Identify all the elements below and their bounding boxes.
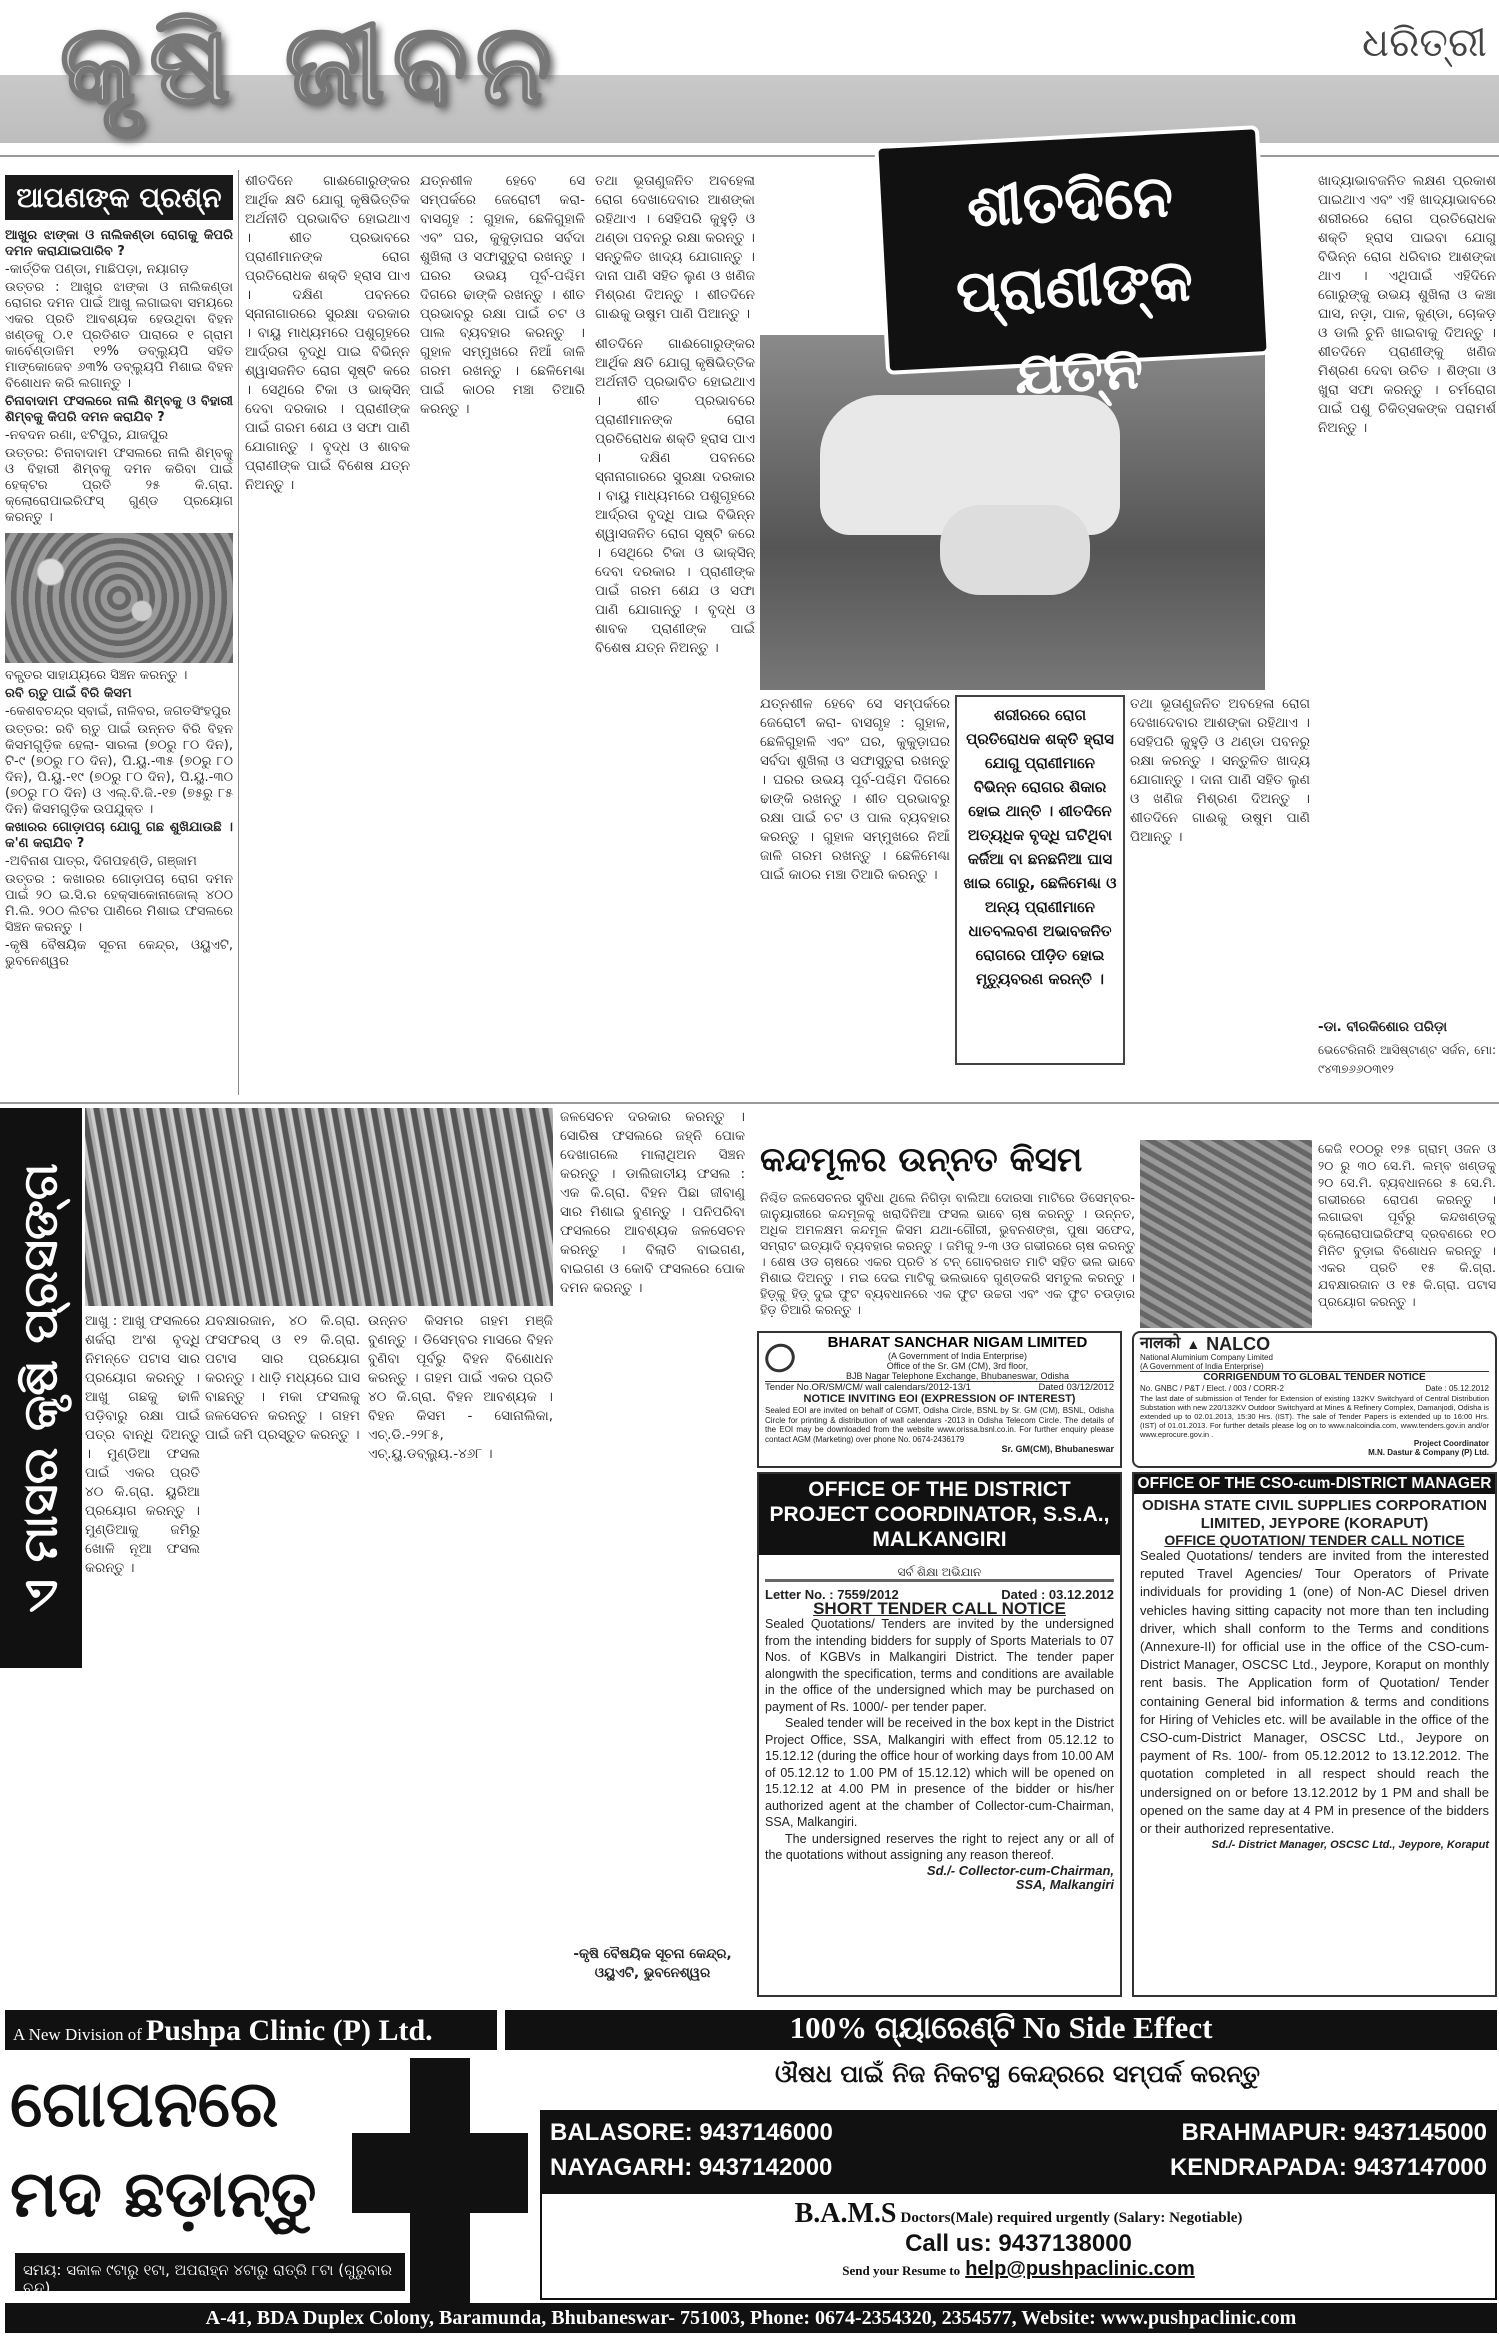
- month-col-2: ଯବକ୍ଷାରଜାନ, ୪୦ କି.ଗ୍ରା. ଫସଫରସ୍ ଓ ୧୨ କି.ଗ୍ରା. ପଟାସ ସାର ପ୍ରୟୋଗ କରନ୍ତୁ । ଧାଡ଼ି ମଧ୍ୟରେ ଘାସ ବାଛନ୍ତୁ । ମକା ଫସଲକୁ ଜଳସେଚନ କରନ୍ତୁ । ଗହମ ପାଇଁ ଜମି ପ୍ରସ୍ତୁତ କରନ୍ତୁ ।: [205, 1313, 360, 1443]
- nalco-date: Date : 05.12.2012: [1425, 1384, 1489, 1393]
- clinic-centers: [540, 2110, 1497, 2192]
- nalco-name: NALCO: [1206, 1334, 1271, 1354]
- tuber-photo: [1140, 1140, 1312, 1328]
- tuber-body: ନିଶ୍ଚିତ ଜଳସେଚନର ସୁବିଧା ଥିଲେ ନିଗିଡ଼ା ବାଲିଆ ଦୋରସା ମାଟିରେ ଡିସେମ୍ବର-ଜାନୁୟାରୀରେ କନ୍ଦମୂଳକୁ ଖରାଦିନିଆ ଫସଲ ଭାବେ ଚାଷ କରନ୍ତୁ । ଉନ୍ନତ, ଅଧିକ ଅମଳକ୍ଷମ କନ୍ଦମୂଳ କିସମ ଯଥା-ଗୌରୀ, ଭୁବନଶଙ୍ଖ, ପୁଷା ସଫେଦ, ସମ୍ରାଟ ଇତ୍ୟାଦି ବ୍ୟବହାର କରନ୍ତୁ । ଜମିକୁ ୨-୩ ଓଡ ଗଭୀରରେ ଚାଷ କରନ୍ତୁ । ଶେଷ ଓଡ ଚାଷରେ ଏକର ପ୍ରତି ୪ ଟନ୍ ଗୋବରଖତ ମାଟି ସହିତ ଭଲ ଭାବେ ମିଶାଇ ଦିଅନ୍ତୁ । ମଇ ଦେଇ ମାଟିକୁ ଭଲଭାବେ ଗୁଣ୍ଡକରି ସମତୁଲ କରନ୍ତୁ । ହିଡ଼୍‌କୁ ହିଡ଼୍ ଦୁଇ ଫୁଟ ବ୍ୟବଧାନରେ ଏକ ଫୁଟ ଉଚ୍ଚତା ଏବଂ ଏକ ଫୁଟ ଚଉଡ଼ାର ହିଡ଼ ତିଆରି କରନ୍ତୁ ।: [760, 1190, 1135, 1317]
- month-col-4: ଜଳସେଚନ ଦରକାର କରନ୍ତୁ । ସୋରିଷ ଫସଲରେ ଜହ୍ନି ପୋକ ଦେଖାଗଲେ ମାଲାଥିଅନ ସିଞ୍ଚନ କରନ୍ତୁ । ଡାଲିଜାତୀୟ ଫସଲ : ଏକ କି.ଗ୍ରା. ବିହନ ପିଛା ଜୀବାଣୁ ସାର ମିଶାଇ ବୁଣନ୍ତୁ । ପନିପରିବା ଫସଲରେ ଆବଶ୍ୟକ ଜଳସେଚନ କରନ୍ତୁ । ବିଲାତି ବାଇଗଣ, ବାଇଗଣ ଓ କୋବି ଫସଲରେ ପୋକ ଦମନ କରନ୍ତୁ ।: [560, 1109, 745, 1296]
- tuber-headline: କନ୍ଦମୂଳର ଉନ୍ନତ କିସମ: [760, 1140, 1083, 1180]
- bsnl-title: NOTICE INVITING EOI (EXPRESSION OF INTEREST): [803, 1393, 1076, 1405]
- clinic-timing: ସମୟ: ସକାଳ ୯ଟାରୁ ୧ଟା, ଅପରାହ୍ନ ୪ଟାରୁ ରାତ୍ରି ୮ଟା (ଗୁରୁବାର ବନ୍ଦ): [15, 2253, 405, 2291]
- ssa-body: Sealed tender will be received in the box kept in the District Project Office, SSA, Malkangiri with effect from 05.12.12 to 15.12.12 (during the office hour of working days from 10.00 AM of 05.12.12 to 1.00 PM of 15.12.12) which will be opened on 15.12.12 at 4.00 PM in presence of the bidder or his/her authorized agent at the chamber of Collector-cum-Chairman, SSA, Malkangiri.: [765, 1716, 1114, 1829]
- winter-author: -ଡା. ବୀରକିଶୋର ପରିଡ଼ା ଭେଟେରିନାରି ଆସିଷ୍ଟାଣ୍ଟ ସର୍ଜନ, ମୋ: ୯୪୩୭୬୬୦୩୧୨: [1318, 1019, 1496, 1076]
- winter-col-3b: ଶୀତଦିନେ ଗାଈଗୋରୁଙ୍କର ଆର୍ଥିକ କ୍ଷତି ଯୋଗୁ କୃଷିଭିତ୍ତିକ ଅର୍ଥନୀତି ପ୍ରଭାବିତ ହୋଇଥାଏ । ଶୀତ ପ୍ରଭାବରେ ପ୍ରାଣୀମାନଙ୍କ ରୋଗ ପ୍ରତିରୋଧକ ଶକ୍ତି ହ୍ରାସ ପାଏ । ଦକ୍ଷିଣ ପବନରେ ସ୍ନାନାଗାରରେ ସୁରକ୍ଷା ଦରକାର । ବାୟୁ ମାଧ୍ୟମରେ ପଶୁଗୃହରେ ଆର୍ଦ୍ରତା ବୃଦ୍ଧି ପାଇ ବିଭିନ୍ନ ଶ୍ୱାସଜନିତ ରୋଗ ସୃଷ୍ଟି କରେ । ସେଥିରେ ଟିକା ଓ ଭାକ୍ସିନ୍ ଦେବା ଦରକାର । ପ୍ରାଣୀଙ୍କ ପାଇଁ ଗରମ ଶେଯ ଓ ସଫା ପାଣି ଯୋଗାନ୍ତୁ । ବୃଦ୍ଧ ଓ ଶାବକ ପ୍ରାଣୀଙ୍କ ପାଇଁ ବିଶେଷ ଯତ୍ନ ନିଅନ୍ତୁ ।: [595, 336, 755, 656]
- clinic-call: Call us: 9437138000: [905, 2230, 1132, 2257]
- qa-body-continued: ବଳ୍ପ୍ତର ସାହାଯ୍ୟରେ ସିଞ୍ଚନ କରନ୍ତୁ । ରବି ଋତୁ ପାଇଁ ବିରି କିସମ -କେଶବଚନ୍ଦ୍ର ସ୍ବାଇଁ, ନାଳିବର, ଜଗତସିଂହପୁର ଉତ୍ତର: ରବି ଋତୁ ପାଇଁ ଉନ୍ନତ ବିରି ବିହନ କିସମଗୁଡ଼ିକ ହେଲା- ସାରଳା (୭୦ରୁ ୮୦ ଦିନ), ଟି-୯ (୭୦ରୁ ୮୦ ଦିନ), ପି.ୟୁ.-୩୫ (୭୦ରୁ ୮୦ ଦିନ), ପି.ୟୁ.-୧୯ (୭୦ରୁ ୮୦ ଦିନ), ପି.ୟୁ.-୩୦ (୭୦ରୁ ୮୦ ଦିନ) ଓ ଏଲ୍.ବି.ଜି.-୧୭ (୭୫ରୁ ୮୫ ଦିନ) କିସମଗୁଡ଼ିକ ଉପଯୁକ୍ତ । କଖାରର ଗୋଡ଼ାପଚା ଯୋଗୁ ଗଛ ଶୁଖିଯାଉଛି । କ'ଣ କରାଯିବ ? -ଅବିନାଶ ପାତ୍ର, ଦିଗପହଣ୍ଡି, ଗଞ୍ଜାମ ଉତ୍ତର : କଖାରର ଗୋଡ଼ାପଚା ରୋଗ ଦମନ ପାଇଁ ୨୦ ଇ.ସି.ର ହେକ୍ସାକୋନାଜୋଲ୍ ୪୦୦ ମି.ଲି. ୨୦୦ ଲିଟର ପାଣିରେ ମିଶାଇ ଫସଲରେ ସିଞ୍ଚନ କରନ୍ତୁ । -କୃଷି ବୈଷୟିକ ସୂଚନା କେନ୍ଦ୍ର, ଓୟୁଏଟି, ଭୁବନେଶ୍ୱର: [5, 668, 233, 969]
- ssa-title: OFFICE OF THE DISTRICT PROJECT COORDINATOR, S.S.A., MALKANGIRI: [759, 1474, 1120, 1555]
- cso-title: OFFICE OF THE CSO-cum-DISTRICT MANAGER: [1134, 1474, 1495, 1494]
- bsnl-sub: (A Government of India Enterprise): [887, 1351, 1028, 1361]
- bsnl-sign: Sr. GM(CM), Bhubaneswar: [1001, 1444, 1114, 1454]
- ssa-notice: SHORT TENDER CALL NOTICE: [813, 1599, 1066, 1618]
- clinic-address: A-41, BDA Duplex Colony, Baramunda, Bhubaneswar- 751003, Phone: 0674-2354320, 2354577, Website: www.pushpaclinic.com: [5, 2303, 1497, 2333]
- newspaper-brand: ଧରିତ୍ରୀ: [1362, 20, 1487, 66]
- tuber-side: କେଜି ୧୦୦ରୁ ୧୨୫ ଗ୍ରାମ୍ ଓଜନ ଓ ୨୦ ରୁ ୩୦ ସେ.ମି. ଲମ୍ବ ଖଣ୍ଡକୁ ୨୦ ସେ.ମି. ବ୍ୟବଧାନରେ ୫ ସେ.ମି. ଗଭୀରରେ ରୋପଣ କରନ୍ତୁ । ଲଗାଇବା ପୂର୍ବରୁ କନ୍ଦଖଣ୍ଡକୁ କ୍ଲୋରୋପାଇରିଫସ୍ ଦ୍ରବଣରେ ୧୦ ମିନିଟ ବୁଡ଼ାଇ ବିଶୋଧନ କରନ୍ତୁ । ଏକର ପ୍ରତି ୧୫ କି.ଗ୍ରା. ଯବକ୍ଷାରଜାନ ଓ ୧୫ କି.ଗ୍ରା. ପଟାସ ପ୍ରୟୋଗ କରନ୍ତୁ ।: [1318, 1141, 1496, 1309]
- ssa-body: Sealed Quotations/ Tenders are invited by the undersigned from the intending bidders for supply of Sports Materials to 07 Nos. of KGBVs in Malkangiri District. The tender paper alongwith the specification, terms and conditions are available in the office of the undersigned which may be purchased on payment of Rs. 1000/- per tender paper.: [765, 1617, 1114, 1714]
- slogan-line: ଗୋପନରେ: [10, 2068, 279, 2142]
- ssa-sign: Sd./- Collector-cum-Chairman,: [926, 1862, 1114, 1878]
- ssa-ad: [757, 1472, 1122, 1997]
- section-title: କୃଷି ଜୀବନ: [60, 0, 560, 128]
- nalco-sign: Project Coordinator: [1413, 1439, 1489, 1448]
- nalco-title: CORRIGENDUM TO GLOBAL TENDER NOTICE: [1140, 1371, 1489, 1384]
- bams-text: Doctors(Male) required urgently (Salary: Negotiable): [900, 2210, 1243, 2226]
- qa-column: [5, 228, 233, 1098]
- clinic-email-link[interactable]: help@pushpaclinic.com: [965, 2258, 1195, 2280]
- peanut-photo: [5, 533, 233, 663]
- nalco-sub: (A Government of India Enterprise): [1140, 1362, 1264, 1371]
- ssa-date: Dated : 03.12.2012: [1001, 1587, 1114, 1602]
- bsnl-name: BHARAT SANCHAR NIGAM LIMITED: [827, 1334, 1088, 1351]
- winter-col-4: ଯତ୍ନଶୀଳ ହେବେ ସେ ସମ୍ପର୍କରେ ଜେରୋଟୀ କରା- ବାସଗୃହ : ଗୁହାଳ, ଛେଳିଗୁହାଳି ଏବଂ ଘର, କୁକୁଡ଼ାଘର ସର୍ବଦା ଶୁଖିଲା ଓ ସଫାସୁତୁରା ରଖନ୍ତୁ । ଘରର ଉଭୟ ପୂର୍ବ-ପଶ୍ଚିମ ଦିଗରେ ଢାଙ୍କି ରଖନ୍ତୁ । ଶୀତ ପ୍ରଭାବରୁ ରକ୍ଷା ପାଇଁ ଚଟ ଓ ପାଲ ବ୍ୟବହାର କରନ୍ତୁ । ଗୁହାଳ ସମ୍ମୁଖରେ ନିଆଁ ଜାଳି ଗରମ ରଖନ୍ତୁ । ଛେଳିମେଣ୍ଢା ପାଇଁ କାଠର ମଞ୍ଚା ତିଆରି କରନ୍ତୁ ।: [760, 696, 950, 883]
- ssa-body: The undersigned reserves the right to reject any or all of the quotations without assigning any reason thereof.: [765, 1831, 1114, 1862]
- bsnl-date: Dated 03/12/2012: [1038, 1382, 1114, 1393]
- bsnl-ad: [757, 1331, 1122, 1468]
- winter-headline: ଶୀତଦିନେ ପ୍ରାଣୀଙ୍କ ଯତ୍ନ: [874, 125, 1271, 375]
- clinic-guarantee: 100% ଗ୍ୟାରେଣ୍ଟି No Side Effect: [505, 2010, 1497, 2050]
- ssa-logo: ସର୍ବ ଶିକ୍ଷା ଅଭିଯାନ: [765, 1565, 1114, 1582]
- center-phone: KENDRAPADA: 9437147000: [1169, 2154, 1487, 2181]
- divider: [0, 155, 1499, 157]
- column-rule: [238, 170, 239, 1095]
- cso-ad: [1132, 1472, 1497, 1997]
- sugarcane-photo: [85, 1108, 553, 1306]
- nalco-body: The last date of submission of Tender for Extension of existing 132KV Switchyard of Central Distribution Substation with new 220/132KV Outdoor Switchyard at Mines & Refinery Complex, Damanjodi, Odisha is extended up to 02.01.2013, 15:30 Hrs. (IST). The sale of Tender Papers is extended up to 16:00 Hrs. (IST) of 01.01.2013. For further details please log on to www.nalcoindia.com, www.tenders.gov.in and/or www.eprocure.gov.in .: [1140, 1394, 1489, 1439]
- winter-col-2: ଯତ୍ନଶୀଳ ହେବେ ସେ ସମ୍ପର୍କରେ ଜେରୋଟୀ କରା- ବାସଗୃହ : ଗୁହାଳ, ଛେଳିଗୁହାଳି ଏବଂ ଘର, କୁକୁଡ଼ାଘର ସର୍ବଦା ଶୁଖିଲା ଓ ସଫାସୁତୁରା ରଖନ୍ତୁ । ଘରର ଉଭୟ ପୂର୍ବ-ପଶ୍ଚିମ ଦିଗରେ ଢାଙ୍କି ରଖନ୍ତୁ । ଶୀତ ପ୍ରଭାବରୁ ରକ୍ଷା ପାଇଁ ଚଟ ଓ ପାଲ ବ୍ୟବହାର କରନ୍ତୁ । ଗୁହାଳ ସମ୍ମୁଖରେ ନିଆଁ ଜାଳି ଗରମ ରଖନ୍ତୁ । ଛେଳିମେଣ୍ଢା ପାଇଁ କାଠର ମଞ୍ଚା ତିଆରି କରନ୍ତୁ ।: [420, 173, 585, 417]
- clinic-division-bar: [5, 2010, 497, 2050]
- nalco-full: National Aluminium Company Limited: [1140, 1353, 1273, 1362]
- qa-heading: ଆପଣଙ୍କ ପ୍ରଶ୍ନ: [5, 175, 233, 220]
- clinic-contact-line: ଔଷଧ ପାଇଁ ନିଜ ନିକଟସ୍ଥ କେନ୍ଦ୍ରରେ ସମ୍ପର୍କ କରନ୍ତୁ: [775, 2060, 1260, 2088]
- month-banner: [0, 1108, 82, 1668]
- cow-calf-photo: [760, 335, 1265, 690]
- clinic-name: Pushpa Clinic (P) Ltd.: [145, 2014, 433, 2047]
- nalco-sign: M.N. Dastur & Company (P) Ltd.: [1368, 1448, 1489, 1457]
- nalco-logo-icon: ▲: [1186, 1336, 1201, 1352]
- cso-org: ODISHA STATE CIVIL SUPPLIES CORPORATION LIMITED, JEYPORE (KORAPUT): [1141, 1497, 1488, 1532]
- winter-col-3: ତଥା ଭୂତାଣୁଜନିତ ଅବହେଳା ରୋଗ ଦେଖାଦେବାର ଆଶଙ୍କା ରହିଥାଏ । ସେହିପରି କୁହୁଡ଼ି ଓ ଥଣ୍ଡା ପବନରୁ ରକ୍ଷା କରନ୍ତୁ । ସନ୍ତୁଳିତ ଖାଦ୍ୟ ଯୋଗାନ୍ତୁ । ଦାନା ପାଣି ସହିତ ଲୁଣ ଓ ଖଣିଜ ମିଶ୍ରଣ ଦିଅନ୍ତୁ । ଶୀତଦିନେ ଗାଈକୁ ଉଷୁମ ପାଣି ପିଆନ୍ତୁ ।: [595, 173, 755, 322]
- clinic-slogan: [10, 2060, 350, 2240]
- winter-col-1: ଶୀତଦିନେ ଗାଈଗୋରୁଙ୍କର ଆର୍ଥିକ କ୍ଷତି ଯୋଗୁ କୃଷିଭିତ୍ତିକ ଅର୍ଥନୀତି ପ୍ରଭାବିତ ହୋଇଥାଏ । ଶୀତ ପ୍ରଭାବରେ ପ୍ରାଣୀମାନଙ୍କ ରୋଗ ପ୍ରତିରୋଧକ ଶକ୍ତି ହ୍ରାସ ପାଏ । ଦକ୍ଷିଣ ପବନରେ ସ୍ନାନାଗାରରେ ସୁରକ୍ଷା ଦରକାର । ବାୟୁ ମାଧ୍ୟମରେ ପଶୁଗୃହରେ ଆର୍ଦ୍ରତା ବୃଦ୍ଧି ପାଇ ବିଭିନ୍ନ ଶ୍ୱାସଜନିତ ରୋଗ ସୃଷ୍ଟି କରେ । ସେଥିରେ ଟିକା ଓ ଭାକ୍ସିନ୍ ଦେବା ଦରକାର । ପ୍ରାଣୀଙ୍କ ପାଇଁ ଗରମ ଶେଯ ଓ ସଫା ପାଣି ଯୋଗାନ୍ତୁ । ବୃଦ୍ଧ ଓ ଶାବକ ପ୍ରାଣୀଙ୍କ ପାଇଁ ବିଶେଷ ଯତ୍ନ ନିଅନ୍ତୁ ।: [245, 173, 410, 493]
- nalco-logo-hindi: नालको: [1140, 1335, 1181, 1352]
- ssa-letter: Letter No. : 7559/2012: [765, 1587, 899, 1602]
- nalco-ad: [1132, 1331, 1497, 1468]
- bams: B.A.M.S: [794, 2198, 897, 2229]
- month-banner-text: ଏ ମାସର କୃଷି ପ୍ରସଙ୍ଗ: [12, 1163, 69, 1613]
- winter-col-5: ତଥା ଭୂତାଣୁଜନିତ ଅବହେଳା ରୋଗ ଦେଖାଦେବାର ଆଶଙ୍କା ରହିଥାଏ । ସେହିପରି କୁହୁଡ଼ି ଓ ଥଣ୍ଡା ପବନରୁ ରକ୍ଷା କରନ୍ତୁ । ସନ୍ତୁଳିତ ଖାଦ୍ୟ ଯୋଗାନ୍ତୁ । ଦାନା ପାଣି ସହିତ ଲୁଣ ଓ ଖଣିଜ ମିଶ୍ରଣ ଦିଅନ୍ତୁ । ଶୀତଦିନେ ଗାଈକୁ ଉଷୁମ ପାଣି ପିଆନ୍ତୁ ।: [1130, 696, 1310, 845]
- cso-sign: Sd./- District Manager, OSCSC Ltd., Jeypore, Koraput: [1211, 1839, 1489, 1852]
- center-phone: BRAHMAPUR: 9437145000: [1181, 2119, 1487, 2146]
- bsnl-sub: BJB Nagar Telephone Exchange, Bhubaneswar, Odisha: [846, 1371, 1069, 1381]
- month-col-3: ଉନ୍ନତ କିସମର ଗହମ ମଞ୍ଜି ବୁଣନ୍ତୁ । ଡିସେମ୍ବର ମାସରେ ବିହନ ବୁଣିବା ପୂର୍ବରୁ ବିହନ ବିଶୋଧନ କରନ୍ତୁ । ଗହମ ପାଇଁ ଏକର ପ୍ରତି ୪୦ କି.ଗ୍ରା. ବିହନ ଆବଶ୍ୟକ । ବିହନ କିସମ - ସୋନାଲିକା, ଏଚ୍.ଡି.-୨୨୮୫, ଏଚ୍.ୟୁ.ଡବ୍ଲ୍ୟୁ.-୪୬୮ ।: [368, 1313, 553, 1462]
- cso-notice: OFFICE QUOTATION/ TENDER CALL NOTICE: [1164, 1532, 1465, 1548]
- bsnl-sub: Office of the Sr. GM (CM), 3rd floor,: [886, 1361, 1029, 1371]
- highlight-box: ଶରୀରରେ ରୋଗ ପ୍ରତିରୋଧକ ଶକ୍ତି ହ୍ରାସ ଯୋଗୁ ପ୍ରାଣୀମାନେ ବିଭିନ୍ନ ରୋଗର ଶିକାର ହୋଇ ଥାନ୍ତି । ଶୀତଦିନେ ଅତ୍ୟଧିକ ବୃଦ୍ଧି ଘଟିଥିବା କର୍ଜିଆ ବା ଛନଛନିଆ ଘାସ ଖାଇ ଗୋରୁ, ଛେଳିମେଣ୍ଢା ଓ ଅନ୍ୟ ପ୍ରାଣୀମାନେ ଧାତବଲବଣ ଅଭାବଜନିତ ରୋଗରେ ପୀଡ଼ିତ ହୋଇ ମୃତ୍ୟୁବରଣ କରନ୍ତି ।: [955, 695, 1125, 1065]
- nalco-no: No. GNBC / P&T / Elect. / 003 / CORR-2: [1140, 1384, 1284, 1393]
- cso-body: Sealed Quotations/ tenders are invited from the interested reputed Travel Agencies/ Tour Operators of Private individuals for providing 1 (one) of Non-AC Diesel driven vehicles having sitting capacity not more than ten including driver, which shall conform to the Terms and conditions (Annexure-II) for official use in the office of the CSO-cum-District Manager, OSCSC Ltd., Jeypore, Koraput on monthly rent basis. The Application form of Quotation/ Tender containing General bid information & terms and conditions for Hiring of Vehicles etc. will be available in the office of the CSO-cum-District Manager, OSCSC Ltd., Jeypore on payment of Rs. 100/- from 05.12.2012 to 13.12.2012. The quotation completed in all respect should reach the undersigned on or before 13.12.2012 by 1 PM and shall be opened on the same day at 4 PM in presence of the bidders or their authorized representative.: [1140, 1548, 1489, 1837]
- bsnl-body: Sealed EOI are invited on behalf of CGMT, Odisha Circle, BSNL by Sr. GM (CM), BSNL, Odisha Circle for printing & distribution of wall calendars -2013 in Odisha Telecom Circle. The details of the EOI may be downloaded from the website www.orissa.bsnl.co.in. For further enquiry please contact AGM (Marketing) over phone No. 0674-2436179: [765, 1406, 1114, 1444]
- clinic-job-box: [540, 2192, 1497, 2300]
- divider: [0, 1102, 1499, 1104]
- winter-col-6: ଖାଦ୍ୟାଭାବଜନିତ ଲକ୍ଷଣ ପ୍ରକାଶ ପାଇଥାଏ ଏବଂ ଏହି ଖାଦ୍ୟାଭାବରେ ଶରୀରରେ ରୋଗ ପ୍ରତିରୋଧକ ଶକ୍ତି ହ୍ରାସ ପାଇବା ଯୋଗୁ ବିଭିନ୍ନ ରୋଗ ଧରିବାର ଆଶଙ୍କା ଥାଏ । ଏଥିପାଇଁ ଏହିଦିନେ ଗୋରୁଙ୍କୁ ଉଭୟ ଶୁଖିଲା ଓ କଞ୍ଚା ଘାସ, ନଡ଼ା, ପାଳ, କୁଣ୍ଡା, ଚୋକଡ଼ ଓ ଡାଲି ଚୁନି ଖାଇବାକୁ ଦିଅନ୍ତୁ । ଶୀତଦିନେ ପ୍ରାଣୀଙ୍କୁ ଖଣିଜ ମିଶ୍ରଣ ଦେବା ଉଚିତ । ଶିଙ୍ଗା ଓ ଖୁରା ସଫା କରନ୍ତୁ । ଚର୍ମରୋଗ ପାଇଁ ପଶୁ ଚିକିତ୍ସକଙ୍କ ପରାମର୍ଶ ନିଅନ୍ତୁ ।: [1318, 173, 1496, 436]
- ssa-sign: SSA, Malkangiri: [1015, 1876, 1114, 1892]
- resume-label: Send your Resume to: [842, 2263, 961, 2278]
- slogan-line: ମଦ ଛଡ଼ାନ୍ତୁ: [10, 2158, 317, 2232]
- qa-body: ଆଖୁର ଝାଙ୍କା ଓ ନାଲିକଣ୍ଡା ରୋଗକୁ କିପରି ଦମନ କରାଯାଇପାରିବ ? -କାର୍ତ୍ତିକ ପଣ୍ଡା, ମାଛିପଡ଼ା, ନୟାଗଡ଼ ଉତ୍ତର : ଆଖୁର ଝାଙ୍କା ଓ ନାଲିକଣ୍ଡା ରୋଗର ଦମନ ପାଇଁ ଆଖୁ ଲଗାଇବା ସମୟରେ ଏକର ପ୍ରତି ଆବଶ୍ୟକ ହେଉଥିବା ବିହନ ଖଣ୍ଡକୁ ୦.୧ ପ୍ରତିଶତ ପାରାରେ ୧ ଗ୍ରାମ କାର୍ବେଣ୍ଡାଜିମ ୧୨% ଡବ୍ଲ୍ୟୁପି ସହିତ ମାଙ୍କୋଜେବ ୬୩% ଡବ୍ଲ୍ୟୁପି ମିଶାଇ ବିହନ ବିଶୋଧନ କରି ଲଗାନ୍ତୁ । ଚିନାବାଦାମ ଫସଲରେ ନାଲି ଶିମ୍ବକୁ ଓ ବିହାରୀ ଶିମ୍ବକୁ କିପରି ଦମନ କରାଯିବ ? -ନବଦନ ରଣା, ଝଟିପୁର, ଯାଜପୁର ଉତ୍ତର: ଚିନାବାଦାମ ଫସଲରେ ନାଲି ଶିମ୍ବକୁ ଓ ବିହାରୀ ଶିମ୍ବକୁ ଦମନ କରିବା ପାଇଁ ହେକ୍ଟର ପ୍ରତି ୨୫ କି.ଗ୍ରା. କ୍ଲୋରୋପାଇରିଫସ୍ ଗୁଣ୍ଡ ପ୍ରୟୋଗ କରନ୍ତୁ ।: [5, 228, 233, 525]
- medical-cross-icon: [352, 2058, 528, 2308]
- center-phone: NAYAGARH: 9437142000: [550, 2154, 833, 2181]
- month-sign: -କୃଷି ବୈଷୟିକ ସୂଚନା କେନ୍ଦ୍ର, ଓୟୁଏଟି, ଭୁବନେଶ୍ୱର: [573, 1946, 732, 1981]
- bsnl-logo-icon: [760, 1338, 800, 1377]
- clinic-division: A New Division of: [13, 2025, 142, 2044]
- bsnl-tender: Tender No.OR/SM/CM/ wall calendars/2012-13/1: [765, 1382, 971, 1393]
- center-phone: BALASORE: 9437146000: [550, 2119, 833, 2146]
- pushpa-clinic-ad: [0, 2008, 1499, 2308]
- month-col-1: ଆଖୁ : ଆଖୁ ଫସଲରେ ଶର୍କରା ଅଂଶ ବୃଦ୍ଧି ନିମନ୍ତେ ପଟାସ ସାର ପ୍ରୟୋଗ କରନ୍ତୁ । ଆଖୁ ଗଛକୁ ଢାଳି ପଡ଼ିବାରୁ ରକ୍ଷା ପାଇଁ ପତ୍ର ବାନ୍ଧି ଦିଅନ୍ତୁ । ମୁଣ୍ଡିଆ ଫସଲ ପାଇଁ ଏକର ପ୍ରତି ୪୦ କି.ଗ୍ରା. ୟୁରିଆ ପ୍ରୟୋଗ କରନ୍ତୁ । ମୁଣ୍ଡିଆକୁ ଜମିରୁ ଖୋଳି ନୂଆ ଫସଲ କରନ୍ତୁ ।: [85, 1313, 200, 1576]
